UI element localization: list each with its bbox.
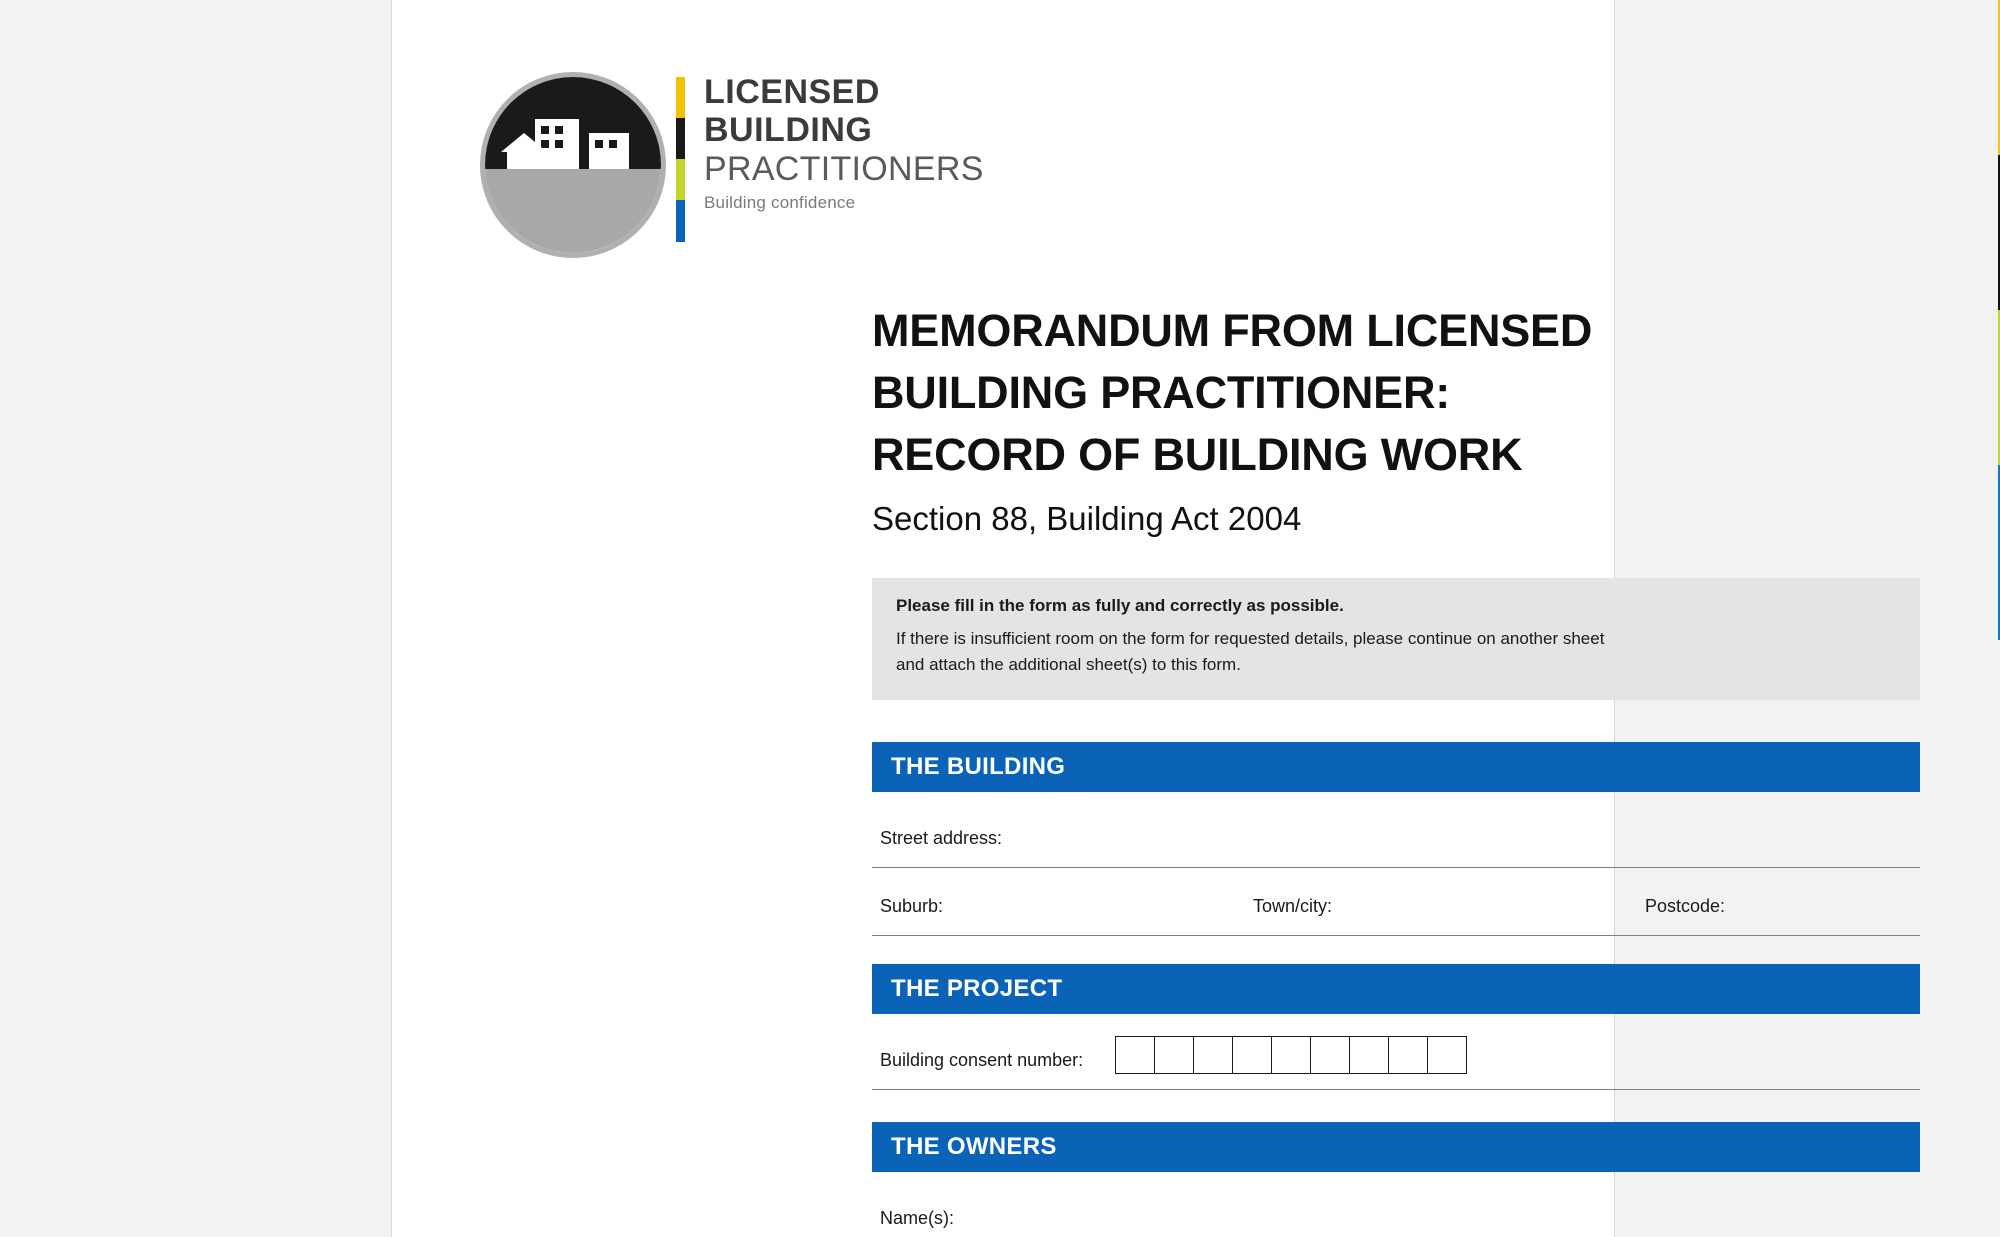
field-row-street-address[interactable] (872, 812, 1920, 868)
consent-digit-7[interactable] (1349, 1036, 1389, 1074)
instructions-notice (872, 578, 1920, 700)
label-names: Name(s): (880, 1208, 955, 1228)
logo-rule-green (676, 159, 685, 200)
logo-rule-yellow (676, 77, 685, 118)
logo-line-licensed: LICENSED (704, 73, 880, 111)
logo-house-roof (501, 133, 547, 152)
logo-rule-stack (676, 77, 685, 242)
section-header-the-owners: THE OWNERS (872, 1122, 1920, 1172)
field-row-owner-names[interactable] (872, 1192, 1920, 1237)
logo-window (609, 140, 617, 148)
label-postcode: Postcode: (1645, 896, 1726, 916)
consent-digit-4[interactable] (1232, 1036, 1272, 1074)
logo-wordmark (704, 73, 1044, 213)
section-header-the-project: THE PROJECT (872, 964, 1920, 1014)
section-header-the-building: THE BUILDING (872, 742, 1920, 792)
page-subtitle: Section 88, Building Act 2004 (872, 500, 1302, 537)
logo-building-right (589, 133, 629, 169)
label-suburb: Suburb: (880, 896, 944, 916)
label-street-address: Street address: (880, 828, 1003, 848)
logo-rule-black (676, 118, 685, 159)
document-page (392, 0, 1726, 1237)
page-title-line-3: RECORD OF BUILDING WORK (872, 429, 1523, 480)
consent-digit-3[interactable] (1193, 1036, 1233, 1074)
logo-window (555, 126, 563, 134)
logo-tagline: Building confidence (704, 193, 856, 212)
consent-digit-9[interactable] (1427, 1036, 1467, 1074)
notice-heading: Please fill in the form as fully and correctly as possible. (896, 596, 1344, 615)
notice-line-2: and attach the additional sheet(s) to this form. (896, 655, 1241, 674)
consent-digit-5[interactable] (1271, 1036, 1311, 1074)
logo-circle-icon (480, 72, 666, 258)
logo-house-body (507, 151, 541, 169)
page-title (872, 300, 1832, 486)
logo-window (555, 140, 563, 148)
logo-line-practitioners: PRACTITIONERS (704, 150, 984, 188)
field-row-suburb-town-postcode[interactable] (872, 880, 1920, 936)
logo-window (595, 140, 603, 148)
label-town-city: Town/city: (1253, 896, 1333, 916)
building-consent-number-input[interactable] (1115, 1036, 1466, 1074)
consent-digit-8[interactable] (1388, 1036, 1428, 1074)
field-row-building-consent-number[interactable] (872, 1034, 1920, 1090)
logo-bottom-half (485, 169, 661, 253)
label-building-consent-number: Building consent number: (880, 1050, 1084, 1070)
logo-rule-blue (676, 200, 685, 242)
logo (480, 65, 1040, 245)
consent-digit-6[interactable] (1310, 1036, 1350, 1074)
page-title-line-1: MEMORANDUM FROM LICENSED (872, 305, 1593, 356)
page-title-line-2: BUILDING PRACTITIONER: (872, 367, 1451, 418)
logo-line-building: BUILDING (704, 111, 873, 149)
consent-digit-1[interactable] (1115, 1036, 1155, 1074)
notice-line-1: If there is insufficient room on the form for requested details, please continue on another sheet (896, 629, 1605, 648)
consent-digit-2[interactable] (1154, 1036, 1194, 1074)
